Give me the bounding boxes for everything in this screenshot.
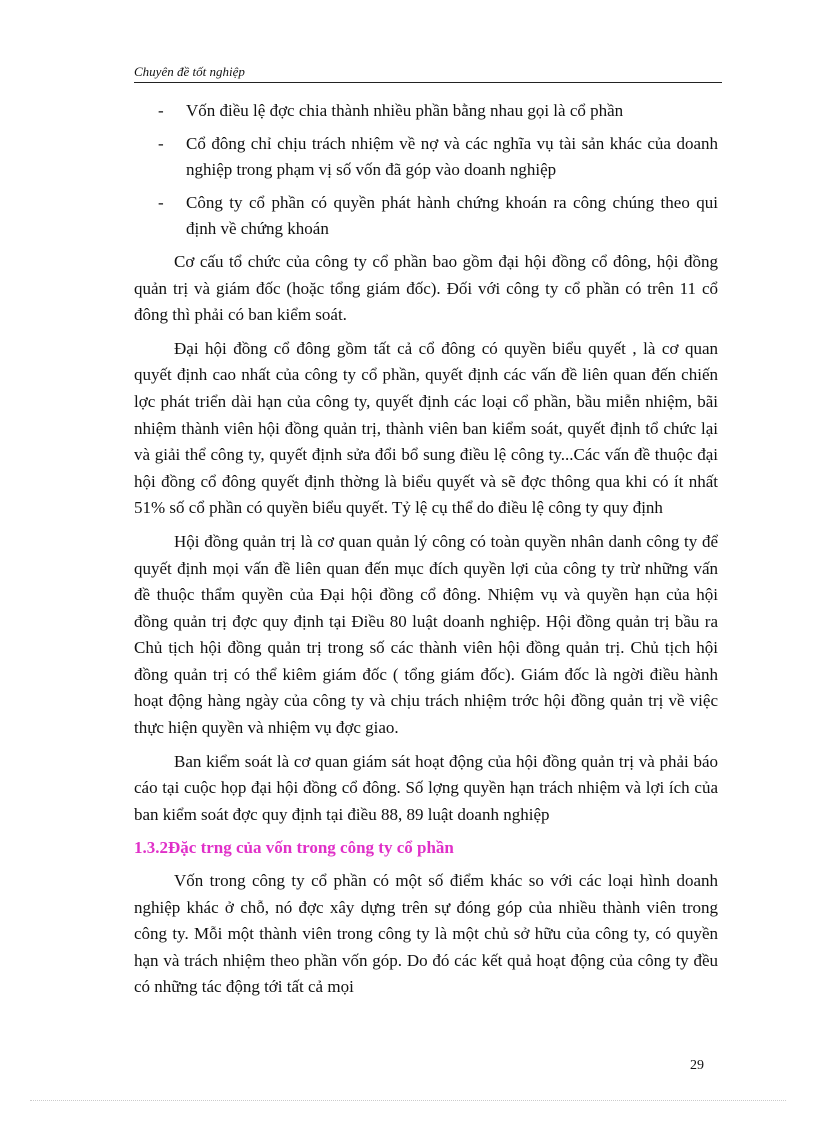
list-item [134,190,718,243]
list-item-text: Công ty cổ phần có quyền phát hành chứng khoán ra công chúng theo qui định về chứng khoán [186,192,718,239]
paragraph: Ban kiểm soát là cơ quan giám sát hoạt động của hội đồng quản trị và phải báo cáo tại cuộc họp đại hội đồng cổ đông. Số lợng quyền hạn trách nhiệm và lợi ích của ban kiểm soát đợc quy định tại điều 88, 89 luật doanh nghiệp [134,751,718,824]
list-item [134,131,718,184]
list-item [134,98,718,125]
section-heading: 1.3.2Đặc trng của vốn trong công ty cổ phần [134,838,454,858]
paragraph: Hội đồng quản trị là cơ quan quản lý công có toàn quyền nhân danh công ty để quyết định mọi vấn đề liên quan đến mục đích quyền lợi của công ty trừ những vấn đề thuộc thẩm quyền của Đại hội đồng cổ đông. Nhiệm vụ và quyền hạn của hội đồng quản trị đợc quy định tại Điều 80 luật doanh nghiệp. Hội đồng quản trị bầu ra Chủ tịch hội đồng quản trị trong số các thành viên hội đồng quản trị. Chủ tịch hội đồng quản trị có thể kiêm giám đốc ( tổng giám đốc). Giám đốc là ngời điều hành hoạt động hàng ngày của công ty và chịu trách nhiệm trớc hội đồng quản trị về việc thực hiện quyền và nhiệm vụ đợc giao. [134,531,718,738]
list-item-text: Cổ đông chỉ chịu trách nhiệm về nợ và các nghĩa vụ tài sản khác của doanh nghiệp trong phạm vị số vốn đã góp vào doanh nghiệp [186,133,718,180]
list-item-text: Vốn điều lệ đợc chia thành nhiều phần bằng nhau gọi là cổ phần [186,101,624,120]
paragraph: Cơ cấu tổ chức của công ty cổ phần bao gồm đại hội đồng cổ đông, hội đồng quản trị và giám đốc (hoặc tổng giám đốc). Đối với công ty cổ phần có trên 11 cổ đông thì phải có ban kiểm soát. [134,251,718,325]
paragraph: Đại hội đồng cổ đông gồm tất cả cổ đông có quyền biểu quyết , là cơ quan quyết định cao nhất của công ty cổ phần, quyết định các vấn đề liên quan đến chiến lợc phát triển dài hạn của công ty, quyết định các loại cổ phần, bầu miễn nhiệm, bãi nhiệm thành viên hội đồng quản trị, thành viên ban kiểm soát, quyết định tổ chức lại và giải thể công ty, quyết định sửa đổi bổ sung điều lệ công ty...Các vấn đề thuộc đại hội đồng cổ đông quyết định thờng là biểu quyết và sẽ đợc thông qua khi có ít nhất 51% số cổ phần có quyền biểu quyết. Tỷ lệ cụ thể do điều lệ công ty quy định [134,338,718,518]
page-number: 29 [690,1058,704,1073]
document-body [134,98,718,1008]
bullet-dash: - [158,192,164,212]
footer-divider [30,1100,786,1101]
bullet-dash: - [158,101,164,120]
paragraph: Vốn trong công ty cổ phần có một số điểm khác so với các loại hình doanh nghiệp khác ở chỗ, nó đợc xây dựng trên sự đóng góp của nhiều thành viên trong công ty. Mỗi một thành viên trong công ty là một chủ sở hữu của công ty, có quyền hạn và trách nhiệm theo phần vốn góp. Do đó các kết quả hoạt động của công ty đều có những tác động tới tất cả mọi [134,871,718,997]
page-header: Chuyên đề tốt nghiệp [134,64,722,83]
bullet-dash: - [158,133,164,153]
